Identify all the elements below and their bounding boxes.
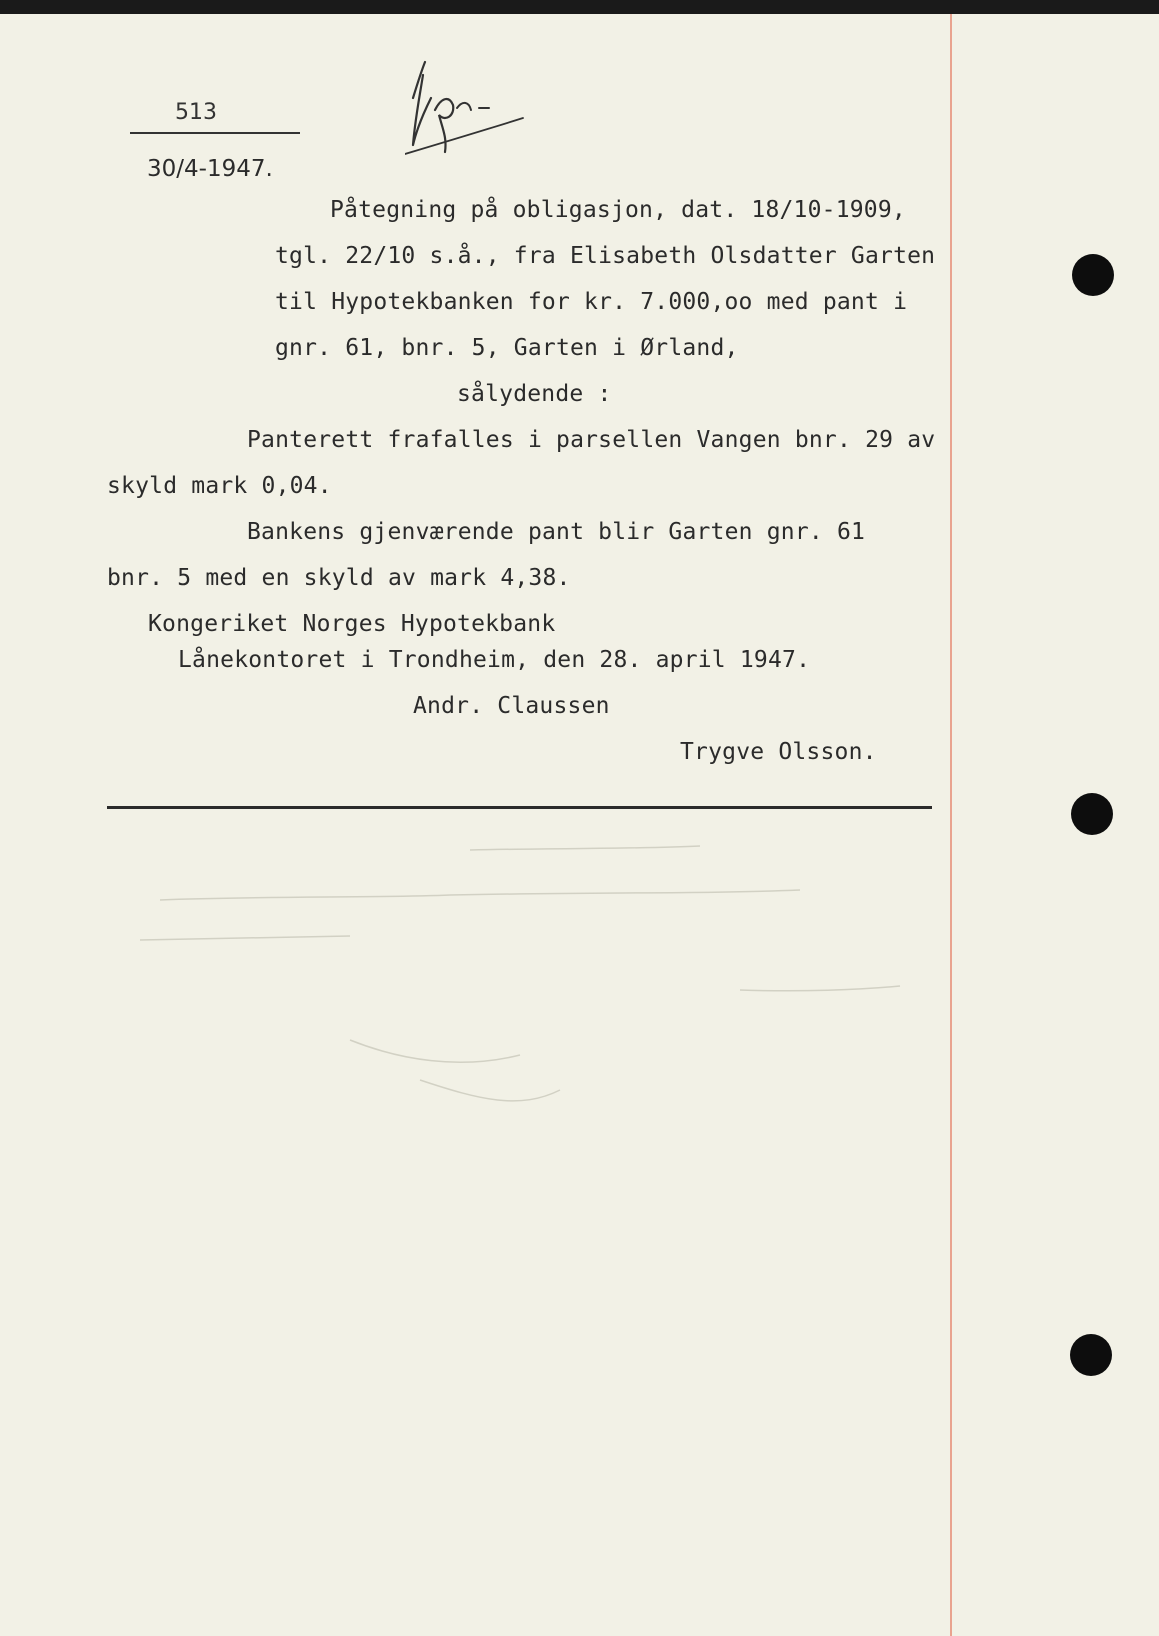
body-line-11: Lånekontoret i Trondheim, den 28. april 1947. <box>178 647 811 673</box>
punch-hole-bottom <box>1070 1334 1112 1376</box>
body-line-3: til Hypotekbanken for kr. 7.000,oo med pant i <box>275 289 908 315</box>
body-line-8: Bankens gjenværende pant blir Garten gnr. 61 <box>247 519 866 545</box>
handwritten-initials-signature <box>405 50 535 165</box>
body-line-10: Kongeriket Norges Hypotekbank <box>148 611 556 637</box>
registration-date: 30/4-1947. <box>147 156 273 182</box>
body-line-13: Trygve Olsson. <box>680 739 877 765</box>
body-line-7: skyld mark 0,04. <box>107 473 332 499</box>
body-line-2: tgl. 22/10 s.å., fra Elisabeth Olsdatter Garten <box>275 243 936 269</box>
page-number: 513 <box>175 100 217 125</box>
body-line-9: bnr. 5 med en skyld av mark 4,38. <box>107 565 571 591</box>
scan-top-edge <box>0 0 1159 14</box>
body-line-12: Andr. Claussen <box>413 693 610 719</box>
punch-hole-middle <box>1071 793 1113 835</box>
punch-hole-top <box>1072 254 1114 296</box>
closing-rule <box>107 806 932 809</box>
margin-rule <box>950 14 952 1636</box>
body-line-4: gnr. 61, bnr. 5, Garten i Ørland, <box>275 335 739 361</box>
page-number-rule <box>130 132 300 134</box>
body-line-5: sålydende : <box>457 381 612 407</box>
body-line-6: Panterett frafalles i parsellen Vangen bnr. 29 av <box>247 427 936 453</box>
body-line-1: Påtegning på obligasjon, dat. 18/10-1909, <box>330 197 906 223</box>
